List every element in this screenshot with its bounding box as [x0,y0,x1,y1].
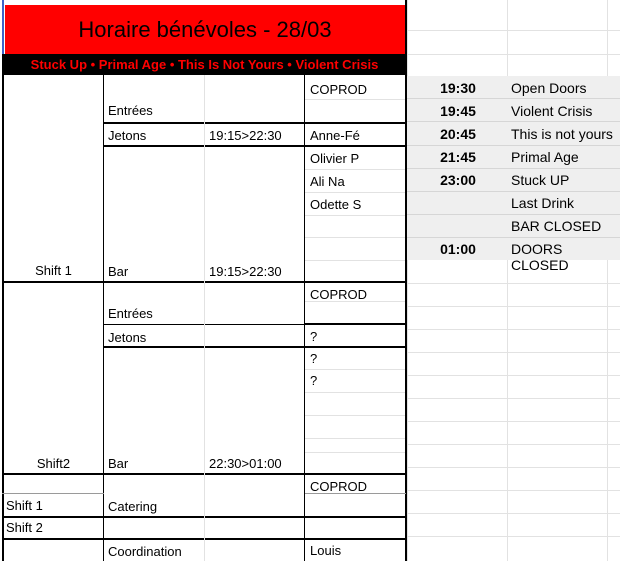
table-border [104,346,406,348]
table-border [104,145,406,147]
schedule-act: Last Drink [511,195,575,211]
schedule-divider [407,237,620,238]
table-border [2,75,4,561]
gridline [305,99,405,100]
gridline [407,375,620,376]
shift-label: Shift 1 [35,263,72,278]
coprod-label: COPROD [310,287,368,302]
schedule-time: 19:30 [440,80,476,96]
gridline [407,467,620,468]
role-entrees: Entrées [108,306,153,321]
gridline [407,398,620,399]
jetons-volunteer: Anne-Fé [310,128,360,143]
shift-label: Shift 2 [6,520,43,535]
role-bar: Bar [108,456,129,471]
coprod-label: COPROD [310,479,368,494]
table-border [103,75,104,561]
schedule-divider [407,145,620,146]
schedule-act: Violent Crisis [511,103,593,119]
schedule-time: 19:45 [440,103,476,119]
bar-volunteer: ? [310,351,318,366]
bar-volunteer: Olivier P [310,151,360,166]
gridline [407,513,620,514]
schedule-act: Open Doors [511,80,587,96]
shift-label: Shift 1 [6,498,43,513]
shift-label: Shift2 [36,456,71,471]
gridline [305,452,405,453]
role-jetons: Jetons [108,128,147,143]
schedule-time: 20:45 [440,126,476,142]
gridline [407,306,620,307]
schedule-act: This is not yours [511,126,613,142]
gridline [305,215,405,216]
schedule-divider [407,191,620,192]
table-border [104,122,406,124]
gridline [305,192,405,193]
schedule-time: 01:00 [440,241,476,257]
jetons-volunteer: ? [310,329,318,344]
gridline [305,260,405,261]
gridline [407,421,620,422]
schedule-divider [407,121,620,122]
coprod-label: COPROD [310,82,368,97]
schedule-act: Stuck UP [511,172,570,188]
schedule-divider [407,214,620,215]
gridline [407,54,620,55]
bar-volunteer: Odette S [310,197,362,212]
gridline [407,444,620,445]
schedule-divider [407,168,620,169]
role-coordination: Coordination [108,544,182,559]
schedule-act: Primal Age [511,149,579,165]
role-bar: Bar [108,264,129,279]
schedule-act: BAR CLOSED [511,218,602,234]
gridline [407,283,620,284]
schedule-time: 23:00 [440,172,476,188]
gridline [407,329,620,330]
table-border [2,493,104,494]
bar-time: 19:15>22:30 [209,264,282,279]
gridline [305,237,405,238]
schedule-divider [407,98,620,99]
coordination-volunteer: Louis [310,543,342,558]
gridline [305,415,405,416]
gridline [305,392,405,393]
schedule-act: DOORS CLOSED [511,241,569,273]
gridline [305,369,405,370]
page-title: Horaire bénévoles - 28/03 [5,5,405,54]
gridline [305,438,405,439]
gridline [305,169,405,170]
sheet-edge [2,0,4,54]
jetons-time: 19:15>22:30 [209,128,282,143]
bar-volunteer: ? [310,373,318,388]
bar-volunteer: Ali Na [310,174,345,189]
schedule-time: 21:45 [440,149,476,165]
gridline [407,352,620,353]
role-entrees: Entrées [108,103,153,118]
table-border [104,324,406,325]
role-catering: Catering [108,499,158,514]
gridline [204,75,205,561]
lineup-subtitle: Stuck Up • Primal Age • This Is Not Yours • Violent Crisis [2,54,407,75]
gridline [407,30,620,31]
gridline [407,536,620,537]
table-border [304,75,305,561]
role-jetons: Jetons [108,330,147,345]
gridline [407,490,620,491]
bar-time: 22:30>01:00 [209,456,282,471]
